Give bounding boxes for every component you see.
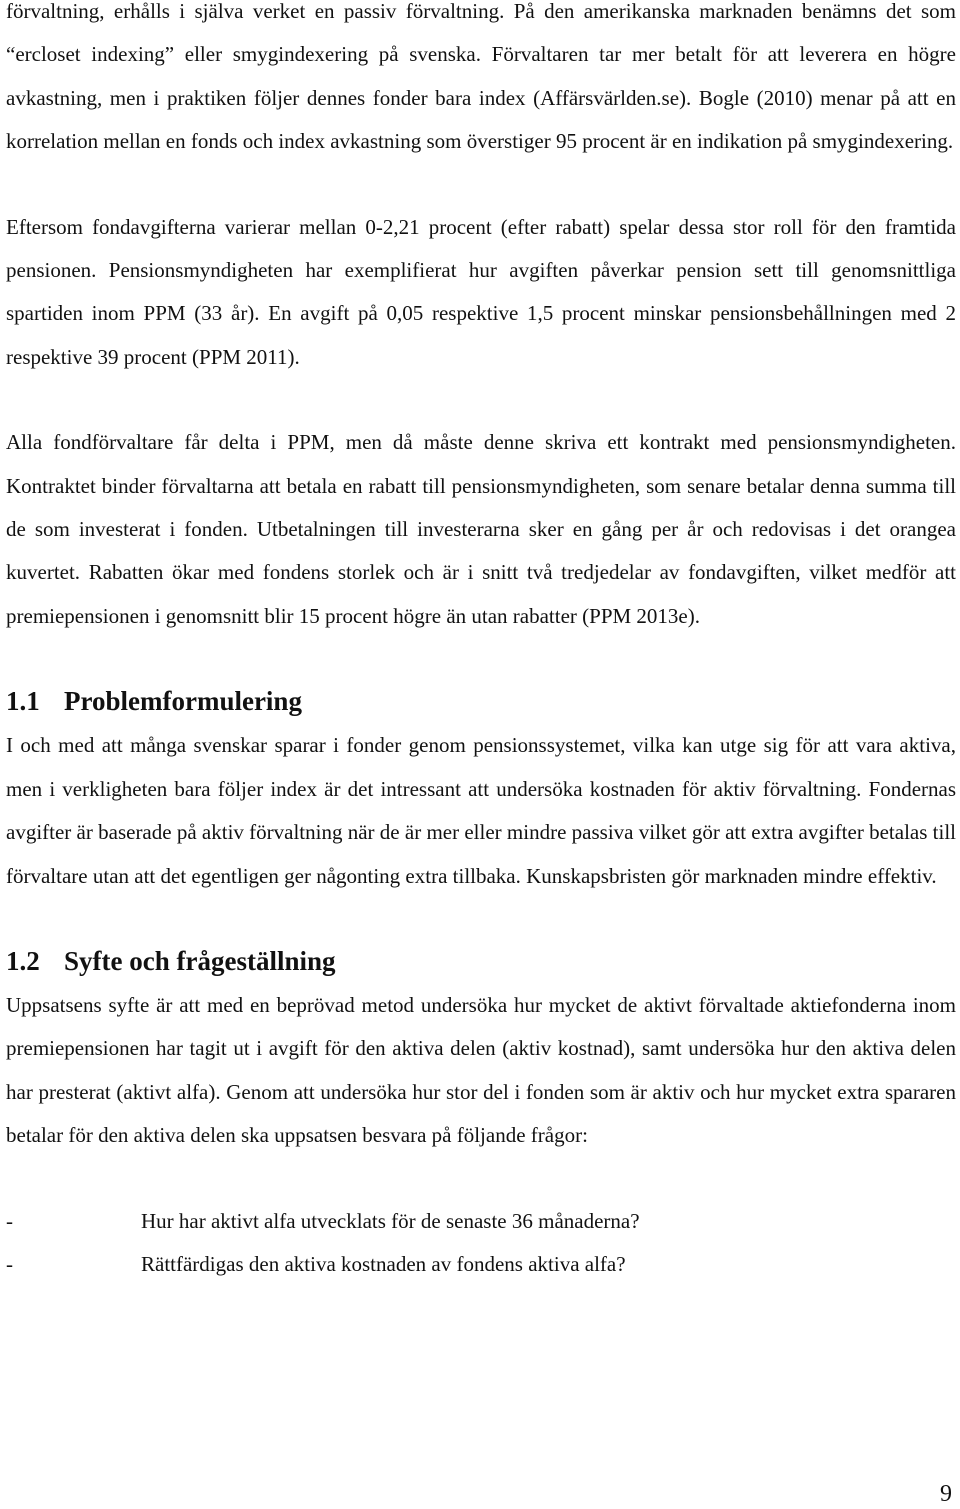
section-heading-syfte bbox=[6, 936, 956, 984]
paragraph-syfte: Uppsatsens syfte är att med en beprövad metod undersöka hur mycket de aktivt förvaltade aktiefonderna inom premiepensionen har tagit ut i avgift för den aktiva delen (aktiv kostnad), samt undersöka hur den aktiva delen har presterat (aktivt alfa). Genom att undersöka hur stor del i fonden som är aktiv och hur mycket extra spararen betalar för den aktiva delen ska uppsatsen besvara på följande frågor: bbox=[6, 992, 956, 1148]
list-item bbox=[6, 1200, 956, 1243]
section-number: 1.2 bbox=[6, 945, 40, 976]
list-item bbox=[6, 1243, 956, 1286]
section-title: Problemformulering bbox=[64, 686, 302, 717]
section-heading-problemformulering bbox=[6, 676, 956, 724]
paragraph-smygindexering: förvaltning, erhålls i själva verket en passiv förvaltning. På den amerikanska marknaden benämns det som “ercloset indexing” eller smygindexering på svenska. Förvaltaren tar mer betalt för att leverera en högre avkastning, men i praktiken följer dennes fonder bara index (Affärsvärlden.se). Bogle (2010) menar på att en korrelation mellan en fonds och index avkastning som överstiger 95 procent är en indikation på smygindexering. bbox=[6, 0, 956, 154]
section-title: Syfte och frågeställning bbox=[64, 945, 336, 976]
list-item-text: Rättfärdigas den aktiva kostnaden av fondens aktiva alfa? bbox=[141, 1251, 626, 1276]
list-bullet: - bbox=[6, 1251, 13, 1276]
question-list bbox=[6, 1200, 956, 1287]
section-number: 1.1 bbox=[6, 686, 40, 717]
document-page bbox=[6, 0, 956, 1286]
list-item-text: Hur har aktivt alfa utvecklats för de senaste 36 månaderna? bbox=[141, 1208, 640, 1233]
list-bullet: - bbox=[6, 1208, 13, 1233]
paragraph-fondavgifter: Eftersom fondavgifterna varierar mellan 0-2,21 procent (efter rabatt) spelar dessa stor roll för den framtida pensionen. Pensionsmyndigheten har exemplifierat hur avgiften påverkar pension sett till genomsnittliga spartiden inom PPM (33 år). En avgift på 0,05 respektive 1,5 procent minskar pensionsbehållningen med 2 respektive 39 procent (PPM 2011). bbox=[6, 214, 956, 369]
paragraph-rabatt: Alla fondförvaltare får delta i PPM, men då måste denne skriva ett kontrakt med pensionsmyndigheten. Kontraktet binder förvaltarna att betala en rabatt till pensionsmyndigheten, som senare betalar denna summa till de som investerat i fonden. Utbetalningen till investerarna sker en gång per år och redovisas i det orangea kuvertet. Rabatten ökar med fondens storlek och är i snitt två tredjedelar av fondavgiften, vilket medför att premiepensionen i genomsnitt blir 15 procent högre än utan rabatter (PPM 2013e). bbox=[6, 430, 956, 628]
paragraph-problemformulering: I och med att många svenskar sparar i fonder genom pensionssystemet, vilka kan utge sig för att vara aktiva, men i verkligheten bara följer index är det intressant att undersöka kostnaden för aktiv förvaltning. Fondernas avgifter är baserade på aktiv förvaltning när de är mer eller mindre passiva vilket gör att extra avgifter betalas till förvaltare utan att det egentligen ger någonting extra tillbaka. Kunskapsbristen gör marknaden mindre effektiv. bbox=[6, 733, 956, 888]
page-number: 9 bbox=[940, 1481, 952, 1507]
